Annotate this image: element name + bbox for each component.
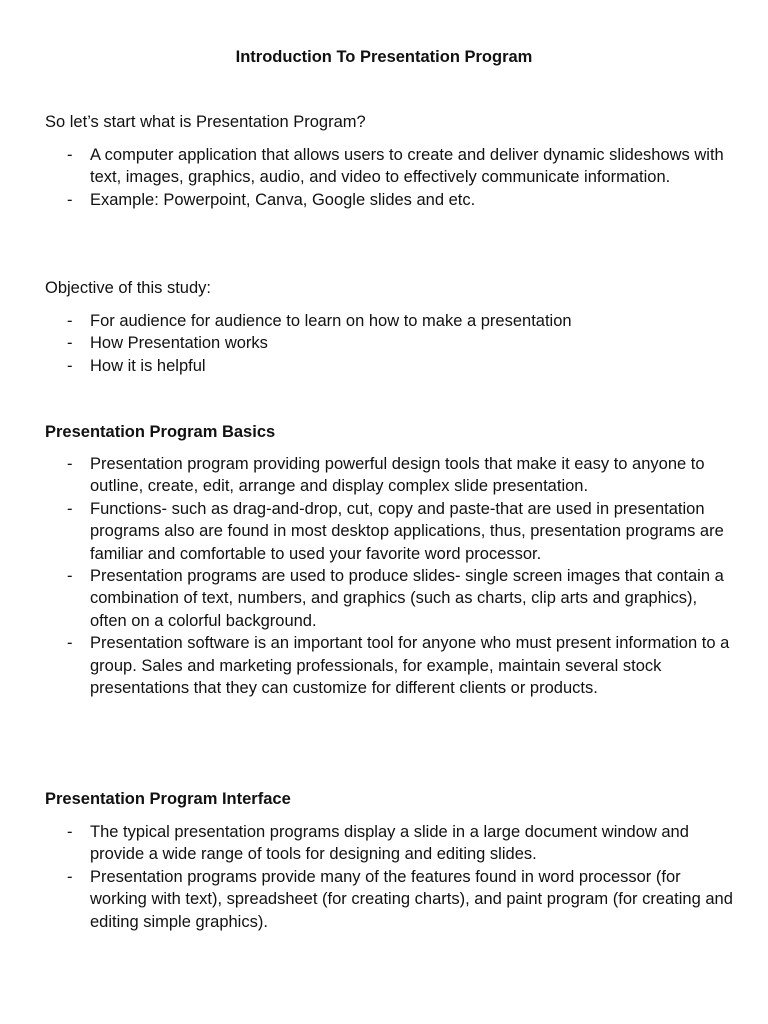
dash-bullet: - <box>67 634 73 653</box>
intro-question: So let’s start what is Presentation Program? <box>45 113 366 131</box>
interface-list <box>45 821 735 933</box>
list-item <box>45 332 735 354</box>
dash-bullet: - <box>67 499 73 518</box>
basics-list <box>45 453 735 699</box>
list-item <box>45 821 735 866</box>
list-item <box>45 310 735 332</box>
basics-heading: Presentation Program Basics <box>45 423 276 441</box>
dash-bullet: - <box>67 146 73 164</box>
dash-bullet: - <box>67 823 73 841</box>
list-item-text: For audience for audience to learn on how to make a presentation <box>90 312 572 330</box>
list-item-text: A computer application that allows users to create and deliver dynamic slideshows with text, images, graphics, audio, and video to effectively communicate information. <box>90 146 724 187</box>
objective-label: Objective of this study: <box>45 279 211 297</box>
dash-bullet: - <box>67 867 73 886</box>
list-item-text: Example: Powerpoint, Canva, Google slides and etc. <box>90 190 476 209</box>
list-item-text: The typical presentation programs display a slide in a large document window and provide a wide range of tools for designing and editing slides. <box>90 823 689 864</box>
objective-list <box>45 310 735 377</box>
list-item <box>45 189 735 211</box>
interface-heading: Presentation Program Interface <box>45 790 291 808</box>
dash-bullet: - <box>67 567 73 586</box>
list-item-text: How Presentation works <box>90 334 268 353</box>
dash-bullet: - <box>67 356 73 375</box>
list-item-text: Presentation programs are used to produce slides- single screen images that contain a combination of text, numbers, and graphics (such as charts, clip arts and graphics), often on a colorful background. <box>90 567 724 630</box>
list-item <box>45 453 735 498</box>
list-item-text: Functions- such as drag-and-drop, cut, copy and paste-that are used in presentation programs also are found in most desktop applications, thus, presentation programs are familiar and comfortable to used your favorite word processor. <box>90 499 724 563</box>
intro-list <box>45 144 735 211</box>
list-item <box>45 498 735 565</box>
list-item <box>45 565 735 632</box>
list-item-text: How it is helpful <box>90 356 206 375</box>
list-item-text: Presentation software is an important tool for anyone who must present information to a group. Sales and marketing professionals, for example, maintain several stock presentations that they can customize for different clients or products. <box>90 634 730 698</box>
list-item <box>45 355 735 377</box>
document-title: Introduction To Presentation Program <box>235 48 533 66</box>
dash-bullet: - <box>67 190 73 209</box>
dash-bullet: - <box>67 334 73 353</box>
list-item-text: Presentation programs provide many of the features found in word processor (for working with text), spreadsheet (for creating charts), and paint program (for creating and editing simple graphics). <box>90 867 733 931</box>
dash-bullet: - <box>67 455 73 473</box>
dash-bullet: - <box>67 312 73 330</box>
list-item <box>45 866 735 933</box>
list-item <box>45 632 735 699</box>
list-item <box>45 144 735 189</box>
list-item-text: Presentation program providing powerful design tools that make it easy to anyone to outline, create, edit, arrange and display complex slide presentation. <box>90 455 705 496</box>
